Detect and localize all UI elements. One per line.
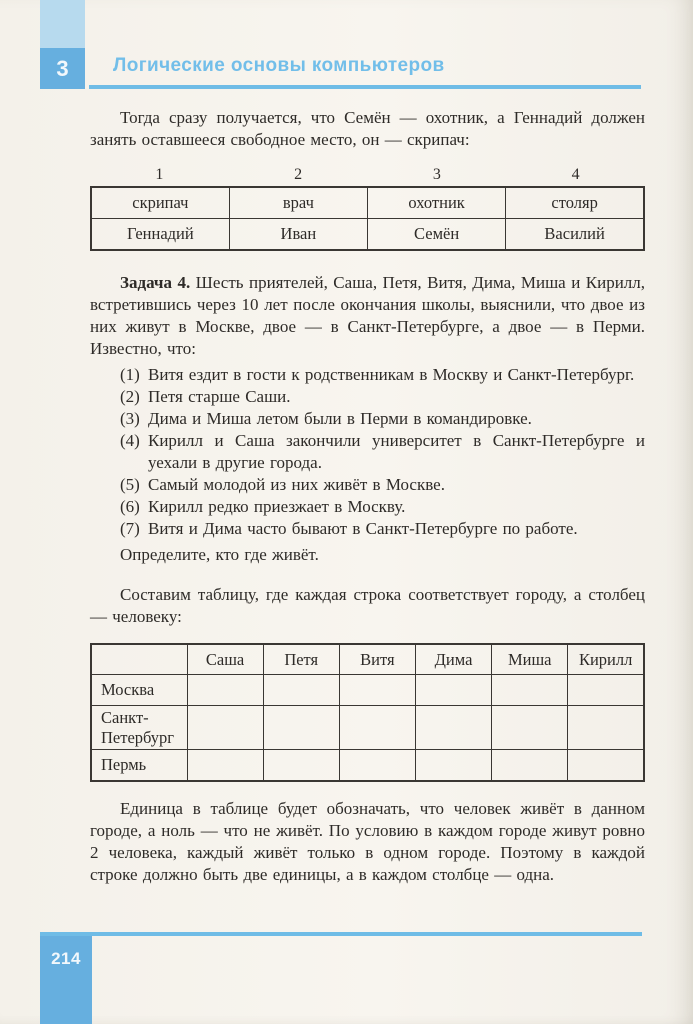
page-number-badge xyxy=(40,936,92,1024)
name-cell: Семён xyxy=(368,219,506,251)
profession-cell: скрипач xyxy=(91,187,229,219)
intro-paragraph: Тогда сразу получается, что Семён — охотник, а Геннадий должен занять оставшееся свободное место, он — скрипач: xyxy=(90,108,645,149)
clue-text: Витя и Дима часто бывают в Санкт-Петербурге по работе. xyxy=(148,519,578,538)
clue-text: Витя ездит в гости к родственникам в Москву и Санкт-Петербург. xyxy=(148,365,635,384)
title-underline xyxy=(89,85,641,89)
clue-number: (4) xyxy=(120,431,140,450)
clue-item xyxy=(90,430,645,474)
clue-item xyxy=(90,518,645,540)
people-header-row xyxy=(91,644,644,675)
clue-item xyxy=(90,408,645,430)
column-number: 3 xyxy=(432,166,441,183)
grid-cell xyxy=(415,706,491,750)
names-row xyxy=(91,219,644,251)
solution-setup: Составим таблицу, где каждая строка соответствует городу, а столбец — человеку: xyxy=(90,585,645,626)
clue-number: (3) xyxy=(120,409,140,428)
clue-number: (6) xyxy=(120,497,140,516)
grid-cell xyxy=(568,675,644,706)
corner-cell xyxy=(91,644,187,675)
person-header: Петя xyxy=(263,644,339,675)
name-cell: Иван xyxy=(229,219,367,251)
chapter-number: 3 xyxy=(56,55,69,81)
grid-cell xyxy=(415,675,491,706)
city-row xyxy=(91,706,644,750)
city-grid-table xyxy=(90,643,645,782)
profession-cell: столяр xyxy=(506,187,644,219)
grid-cell xyxy=(187,750,263,782)
chapter-color-strip xyxy=(40,0,85,48)
column-number: 2 xyxy=(294,166,303,183)
grid-cell xyxy=(415,750,491,782)
column-number: 1 xyxy=(155,166,164,183)
clue-text: Самый молодой из них живёт в Москве. xyxy=(148,475,445,494)
profession-cell: охотник xyxy=(368,187,506,219)
solution-explanation: Единица в таблице будет обозначать, что человек живёт в данном городе, а ноль — что не живёт. По условию в каждом городе живут ровно 2 человека, каждый живёт только в одном городе. Поэтому в каждой строке должно быть две единицы, а в каждом столбце — одна. xyxy=(90,799,645,884)
grid-cell xyxy=(568,750,644,782)
clues-list xyxy=(90,364,645,540)
clue-item xyxy=(90,474,645,496)
person-header: Витя xyxy=(339,644,415,675)
problem-question: Определите, кто где живёт. xyxy=(120,545,319,564)
grid-cell xyxy=(492,675,568,706)
grid-cell xyxy=(187,706,263,750)
city-row xyxy=(91,750,644,782)
person-header: Дима xyxy=(415,644,491,675)
city-header: Москва xyxy=(91,675,187,706)
grid-cell xyxy=(339,750,415,782)
clue-number: (7) xyxy=(120,519,140,538)
name-cell: Геннадий xyxy=(91,219,229,251)
problem-statement xyxy=(90,272,645,360)
professions-table-column-numbers xyxy=(90,165,645,185)
clue-text: Кирилл и Саша закончили университет в Санкт-Петербурге и уехали в другие города. xyxy=(148,431,645,472)
city-header: Пермь xyxy=(91,750,187,782)
grid-cell xyxy=(568,706,644,750)
clue-number: (1) xyxy=(120,365,140,384)
clue-item xyxy=(90,364,645,386)
page-number: 214 xyxy=(51,949,81,968)
city-row xyxy=(91,675,644,706)
column-number: 4 xyxy=(571,166,580,183)
clue-text: Кирилл редко приезжает в Москву. xyxy=(148,497,406,516)
person-header: Миша xyxy=(492,644,568,675)
grid-cell xyxy=(263,750,339,782)
professions-row xyxy=(91,187,644,219)
grid-cell xyxy=(492,750,568,782)
footer-underline xyxy=(40,932,642,936)
grid-cell xyxy=(263,675,339,706)
person-header: Кирилл xyxy=(568,644,644,675)
grid-cell xyxy=(339,706,415,750)
clue-number: (2) xyxy=(120,387,140,406)
grid-cell xyxy=(339,675,415,706)
problem-label: Задача 4. xyxy=(120,273,191,292)
clue-item xyxy=(90,386,645,408)
city-header: Санкт-Петербург xyxy=(91,706,187,750)
clue-item xyxy=(90,496,645,518)
page-content xyxy=(90,107,645,886)
problem-text: Шесть приятелей, Саша, Петя, Витя, Дима, Миша и Кирилл, встретившись через 10 лет после окончания школы, выяснили, что двое из них живут в Москве, двое — в Санкт-Петербурге, а двое — в Перми. Известно, что: xyxy=(90,273,646,358)
clue-text: Петя старше Саши. xyxy=(148,387,291,406)
chapter-title: Логические основы компьютеров xyxy=(113,55,445,76)
grid-cell xyxy=(492,706,568,750)
grid-cell xyxy=(187,675,263,706)
professions-table xyxy=(90,186,645,251)
chapter-number-badge xyxy=(40,48,85,89)
grid-cell xyxy=(263,706,339,750)
profession-cell: врач xyxy=(229,187,367,219)
name-cell: Василий xyxy=(506,219,644,251)
clue-number: (5) xyxy=(120,475,140,494)
clue-text: Дима и Миша летом были в Перми в командировке. xyxy=(148,409,532,428)
person-header: Саша xyxy=(187,644,263,675)
